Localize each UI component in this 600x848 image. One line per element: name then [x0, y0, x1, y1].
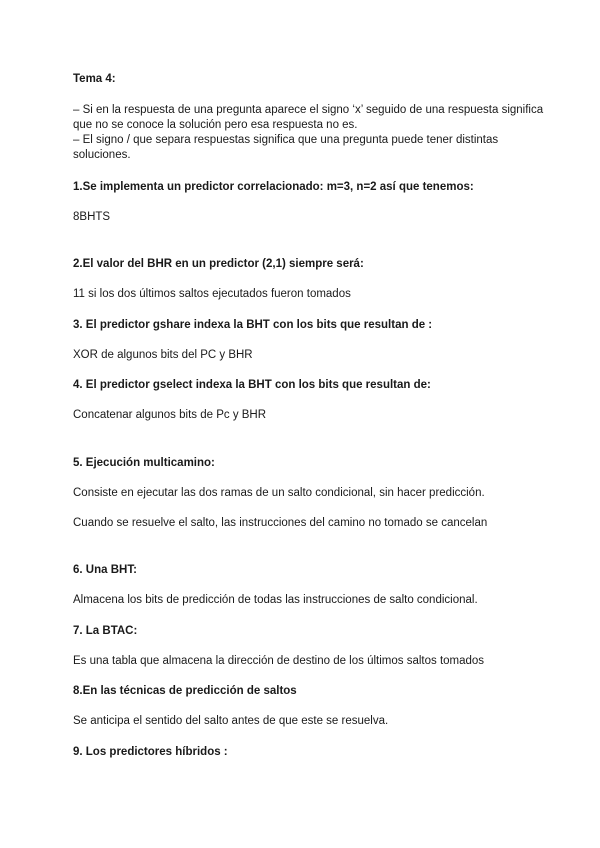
answer-text: 8BHTS — [73, 211, 111, 223]
note-line: – Si en la respuesta de una pregunta aparece el signo ‘x’ seguido de una respuesta significa — [73, 104, 544, 116]
question-heading: 9. Los predictores híbridos : — [73, 746, 228, 758]
question-heading: 8.En las técnicas de predicción de saltos — [73, 685, 297, 697]
answer-text: Cuando se resuelve el salto, las instrucciones del camino no tomado se cancelan — [73, 517, 488, 529]
answer-text: 11 si los dos últimos saltos ejecutados fueron tomados — [73, 288, 351, 300]
question-heading: 4. El predictor gselect indexa la BHT con los bits que resultan de: — [73, 379, 431, 391]
answer-text: Es una tabla que almacena la dirección de destino de los últimos saltos tomados — [73, 655, 485, 667]
note-line: – El signo / que separa respuestas significa que una pregunta puede tener distintas — [73, 134, 499, 146]
answer-text: Consiste en ejecutar las dos ramas de un salto condicional, sin hacer predicción. — [73, 487, 485, 499]
answer-text: Almacena los bits de predicción de todas las instrucciones de salto condicional. — [73, 594, 478, 606]
note-line: soluciones. — [73, 149, 131, 161]
note-line: que no se conoce la solución pero esa respuesta no es. — [73, 119, 358, 131]
answer-text: Se anticipa el sentido del salto antes de que este se resuelva. — [73, 715, 389, 727]
question-heading: 6. Una BHT: — [73, 564, 137, 576]
question-heading: 7. La BTAC: — [73, 625, 138, 637]
question-heading: 5. Ejecución multicamino: — [73, 457, 215, 469]
question-heading: 3. El predictor gshare indexa la BHT con los bits que resultan de : — [73, 319, 433, 331]
question-heading: 2.El valor del BHR en un predictor (2,1) siempre será: — [73, 258, 364, 270]
answer-text: Concatenar algunos bits de Pc y BHR — [73, 409, 267, 421]
section-title: Tema 4: — [73, 73, 116, 85]
question-heading: 1.Se implementa un predictor correlacionado: m=3, n=2 así que tenemos: — [73, 181, 474, 193]
answer-text: XOR de algunos bits del PC y BHR — [73, 349, 253, 361]
